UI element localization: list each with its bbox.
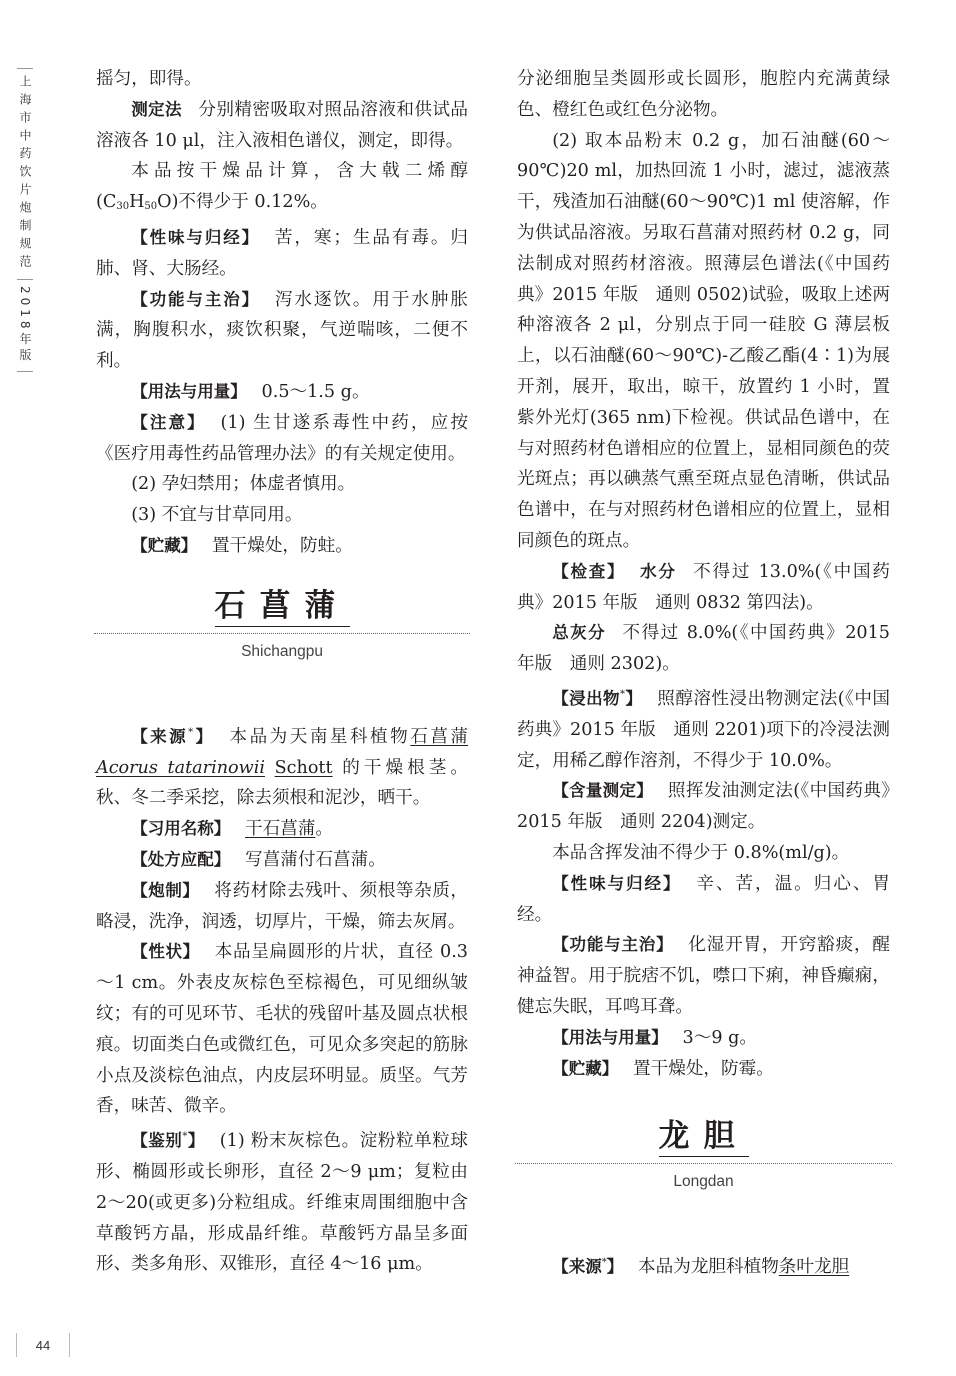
asterisk: * xyxy=(601,1257,607,1269)
storage-paragraph xyxy=(517,1054,890,1085)
asterisk: * xyxy=(620,688,626,700)
caution-item-3: (3) 不宜与甘草同用。 xyxy=(131,505,303,526)
function-text: 化湿开胃，开窍豁痰，醒神益智。用于脘痞不饥，噤口下痢，神昏癫痫，健忘失眠，耳鸣耳聋。 xyxy=(517,935,890,1017)
right-column xyxy=(517,64,890,1283)
divider xyxy=(17,68,33,69)
extract-label: 【浸出物 xyxy=(552,688,621,708)
extract-text: 照醇溶性浸出物测定法(《中国药典》2015 年版 通则 2201)项下的冷浸法测定，用稀乙醇作溶剂，不得少于 10.0%。 xyxy=(517,688,890,771)
processing-text: 将药材除去残叶、须根等杂质，略浸，洗净，润透，切厚片，干燥，筛去灰屑。 xyxy=(96,880,468,932)
storage-text: 置干燥处，防霉。 xyxy=(633,1058,774,1079)
source-text: 本品为天南星科植物 xyxy=(229,726,411,747)
herb-title xyxy=(517,1116,890,1157)
check-label: 【检查】 xyxy=(552,561,626,581)
dosage-paragraph xyxy=(517,1023,890,1054)
identification-paragraph xyxy=(96,1122,468,1280)
description-paragraph xyxy=(96,937,468,1122)
storage-label: 【贮藏】 xyxy=(131,535,198,555)
source-label: 【来源 xyxy=(552,1257,602,1277)
caution-label: 【注意】 xyxy=(131,412,206,432)
dosage-paragraph xyxy=(96,377,468,408)
function-text: 泻水逐饮。用于水肿胀满，胸腹积水，痰饮积聚，气逆喘咳，二便不利。 xyxy=(96,289,468,372)
content-text: O)不得少于 0.12%。 xyxy=(157,192,328,213)
caution-item-2: (2) 孕妇禁用；体虚者慎用。 xyxy=(131,474,356,495)
content-label: 【含量测定】 xyxy=(552,781,654,801)
content-text: H xyxy=(129,192,145,213)
nature-text: 辛、苦，温。归心、胃经。 xyxy=(517,873,890,925)
nature-label: 【性味与归经】 xyxy=(131,227,261,247)
herb-title xyxy=(96,586,468,627)
subscript: 50 xyxy=(144,201,158,213)
dosage-text: 0.5～1.5 g。 xyxy=(261,381,370,402)
content-text: 照挥发油测定法(《中国药典》2015 年版 通则 2204)测定。 xyxy=(517,781,891,833)
content-paragraph xyxy=(517,776,890,838)
extract-label-close: 】 xyxy=(625,688,643,708)
divider xyxy=(17,279,33,280)
book-title: 上海市中药饮片炮制规范 xyxy=(18,75,32,273)
left-column xyxy=(96,64,468,1280)
source-label-close: 】 xyxy=(606,1257,624,1277)
caution-paragraph xyxy=(96,408,468,470)
function-label: 【功能与主治】 xyxy=(552,935,674,955)
description-label: 【性状】 xyxy=(131,942,200,962)
content-text: 本品按干燥品计算，含大戟二烯醇(C xyxy=(96,161,468,213)
function-paragraph xyxy=(517,930,890,1022)
ash-label: 总灰分 xyxy=(552,623,607,643)
plant-name: 条叶龙胆 xyxy=(778,1257,850,1278)
source-label-close: 】 xyxy=(193,726,215,746)
check-paragraph xyxy=(517,557,890,619)
assay-text: 分别精密吸取对照品溶液和供试品溶液各 10 μl，注入液相色谱仪，测定，即得。 xyxy=(96,99,468,151)
nature-label: 【性味与归经】 xyxy=(552,873,682,893)
ash-paragraph xyxy=(517,618,890,680)
tlc-paragraph: (2) 取本品粉末 0.2 g，加石油醚(60～90℃)20 ml，加热回流 1 小时，滤过，滤液蒸干，残渣加石油醚(60～90℃)1 ml 使溶解，作为供试品溶液。另取石菖蒲对照药材 0.2 g，同法制成对照药材溶液。照薄层色谱法(《中国药典》2015 年版 通则 0502)试验，吸取上述两种溶液各 2 μl，分别点于同一硅胶 G 薄层板上，以石油醚(60～90℃)-乙酸乙酯(4∶1)为展开剂，展开，取出，晾干，放置约 1 小时，置紫外光灯(365 nm)下检视。供试品色谱中，在与对照药材色谱相应的位置上，显相同颜色的荧光斑点；再以碘蒸气熏至斑点显色清晰，供试品色谱中，在与对照药材色谱相应的位置上，显相同颜色的斑点。 xyxy=(517,130,890,551)
alias-text: 干石菖蒲 xyxy=(245,819,316,840)
extract-paragraph xyxy=(517,680,890,776)
storage-text: 置干燥处，防蛀。 xyxy=(212,535,353,556)
herb-title-text: 石菖蒲 xyxy=(215,586,350,627)
paragraph: 摇匀，即得。 xyxy=(96,69,202,89)
asterisk: * xyxy=(188,726,194,738)
source-paragraph xyxy=(517,1248,890,1283)
content-limit: 本品含挥发油不得少于 0.8%(ml/g)。 xyxy=(552,842,850,863)
subscript: 30 xyxy=(116,201,130,213)
description-text: 本品呈扁圆形的片状，直径 0.3～1 cm。外表皮灰棕色至棕褐色，可见细纵皱纹；有的可见环节、毛状的残留叶基及圆点状根痕。切面类白色或微红色，可见众多突起的筋脉小点及淡棕色油点，内皮层环明显。质坚。气芳香，味苦、微辛。 xyxy=(96,942,469,1117)
processing-label: 【炮制】 xyxy=(131,880,200,900)
asterisk: * xyxy=(182,1131,188,1143)
herb-pinyin: Shichangpu xyxy=(241,642,323,660)
water-label: 水分 xyxy=(640,561,677,581)
herb-title-text: 龙胆 xyxy=(659,1116,749,1157)
source-label: 【来源 xyxy=(131,726,189,746)
rx-paragraph xyxy=(96,845,468,876)
dosage-label: 【用法与用量】 xyxy=(131,381,247,401)
source-paragraph xyxy=(96,718,468,814)
identification-label-close: 】 xyxy=(187,1131,205,1151)
nature-text: 苦，寒；生品有毒。归肺、肾、大肠经。 xyxy=(96,227,468,279)
source-text: 本品为龙胆科植物 xyxy=(638,1257,779,1278)
function-paragraph xyxy=(96,285,468,377)
edition-year: 2018年版 xyxy=(18,286,32,365)
ash-text: 不得过 8.0%(《中国药典》2015 年版 通则 2302)。 xyxy=(517,623,890,675)
latin-name: Acorus tatarinowii xyxy=(96,757,265,778)
herb-pinyin: Longdan xyxy=(673,1173,734,1191)
dosage-text: 3～9 g。 xyxy=(682,1027,757,1048)
rx-text: 写菖蒲付石菖蒲。 xyxy=(245,849,386,870)
assay-paragraph xyxy=(96,95,468,157)
caution-text: (1) 生甘遂系毒性中药，应按《医疗用毒性药品管理办法》的有关规定使用。 xyxy=(96,412,469,464)
storage-label: 【贮藏】 xyxy=(552,1058,619,1078)
dotted-rule xyxy=(515,1163,892,1164)
alias-paragraph xyxy=(96,814,468,845)
alias-label: 【习用名称】 xyxy=(131,819,231,839)
running-head-sidebar xyxy=(14,62,36,378)
identification-label: 【鉴别 xyxy=(131,1131,183,1151)
source-text: 的干燥根茎。秋、冬二季采挖，除去须根和泥沙，晒干。 xyxy=(96,757,468,809)
processing-paragraph xyxy=(96,876,468,938)
dosage-label: 【用法与用量】 xyxy=(552,1027,668,1047)
paragraph: 分泌细胞呈类圆形或长圆形，胞腔内充满黄绿色、橙红色或红色分泌物。 xyxy=(517,69,890,120)
storage-paragraph xyxy=(96,531,468,562)
divider xyxy=(17,371,33,372)
latin-author: Schott xyxy=(274,757,333,778)
water-text: 不得过 13.0%(《中国药典》2015 年版 通则 0832 第四法)。 xyxy=(517,561,891,613)
alias-end: 。 xyxy=(315,819,334,840)
page-number: 44 xyxy=(16,1333,70,1357)
identification-text: (1) 粉末灰棕色。淀粉粒单粒球形、椭圆形或长卵形，直径 2～9 μm；复粒由 2～20(或更多)分粒组成。纤维束周围细胞中含草酸钙方晶，形成晶纤维。草酸钙方晶呈多面形、类多角形、双锥形，直径 4～16 μm。 xyxy=(96,1131,469,1275)
nature-paragraph xyxy=(517,869,890,931)
dotted-rule xyxy=(94,633,470,634)
content-paragraph xyxy=(96,156,468,223)
rx-label: 【处方应配】 xyxy=(131,849,231,869)
assay-label: 测定法 xyxy=(131,99,182,119)
function-label: 【功能与主治】 xyxy=(131,289,261,309)
nature-paragraph xyxy=(96,223,468,285)
plant-name: 石菖蒲 xyxy=(410,726,468,747)
